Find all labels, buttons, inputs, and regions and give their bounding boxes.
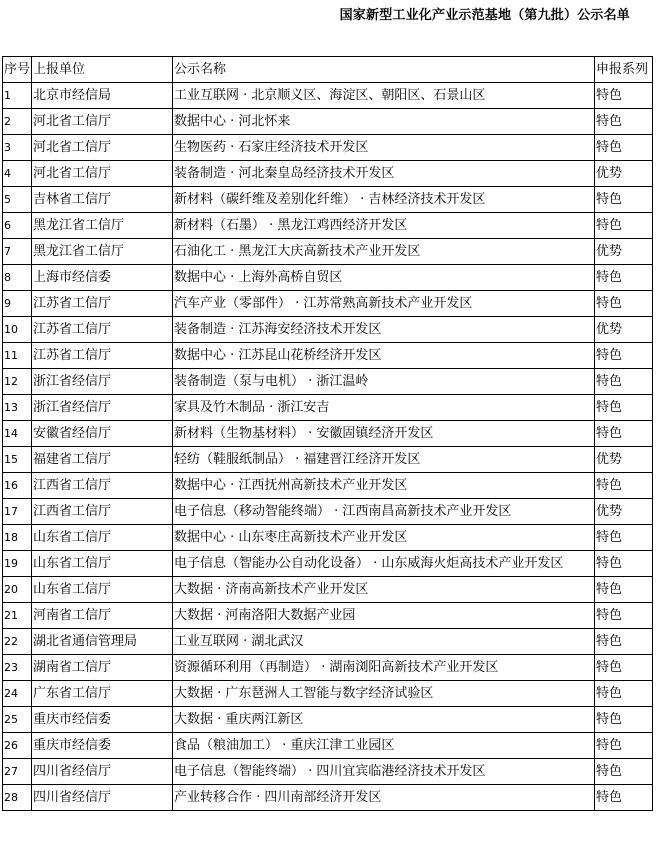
application-series-cell: 优势 — [595, 447, 653, 473]
publicity-name-cell: 工业互联网 · 北京顺义区、海淀区、朝阳区、石景山区 — [173, 83, 595, 109]
serial-number-cell: 2 — [3, 109, 32, 135]
publicity-name-cell: 大数据 · 重庆两江新区 — [173, 707, 595, 733]
demonstration-base-table — [2, 56, 653, 811]
table-row — [3, 681, 653, 707]
publicity-name-cell: 轻纺（鞋服纸制品） · 福建晋江经济开发区 — [173, 447, 595, 473]
serial-number-cell: 27 — [3, 759, 32, 785]
application-series-cell: 特色 — [595, 473, 653, 499]
table-row — [3, 733, 653, 759]
table-row — [3, 603, 653, 629]
table-row — [3, 109, 653, 135]
application-series-cell: 优势 — [595, 239, 653, 265]
application-series-cell: 优势 — [595, 317, 653, 343]
serial-number-cell: 25 — [3, 707, 32, 733]
publicity-name-cell: 数据中心 · 江苏昆山花桥经济开发区 — [173, 343, 595, 369]
reporting-unit-cell: 浙江省经信厅 — [32, 369, 173, 395]
publicity-name-cell: 新材料（碳纤维及差别化纤维） · 吉林经济技术开发区 — [173, 187, 595, 213]
application-series-cell: 特色 — [595, 629, 653, 655]
serial-number-cell: 12 — [3, 369, 32, 395]
serial-number-cell: 11 — [3, 343, 32, 369]
reporting-unit-cell: 湖南省工信厅 — [32, 655, 173, 681]
publicity-name-cell: 数据中心 · 上海外高桥自贸区 — [173, 265, 595, 291]
reporting-unit-cell: 重庆市经信委 — [32, 707, 173, 733]
reporting-unit-cell: 河北省工信厅 — [32, 161, 173, 187]
table-row — [3, 525, 653, 551]
publicity-name-cell: 汽车产业（零部件） · 江苏常熟高新技术产业开发区 — [173, 291, 595, 317]
table-row — [3, 447, 653, 473]
reporting-unit-cell: 北京市经信局 — [32, 83, 173, 109]
publicity-name-cell: 电子信息（智能办公自动化设备） · 山东威海火炬高技术产业开发区 — [173, 551, 595, 577]
table-header-row — [3, 57, 653, 83]
table-row — [3, 187, 653, 213]
publicity-name-cell: 数据中心 · 河北怀来 — [173, 109, 595, 135]
publicity-name-cell: 数据中心 · 山东枣庄高新技术产业开发区 — [173, 525, 595, 551]
serial-number-cell: 26 — [3, 733, 32, 759]
application-series-cell: 特色 — [595, 395, 653, 421]
reporting-unit-cell: 河北省工信厅 — [32, 109, 173, 135]
table-body — [3, 57, 653, 811]
reporting-unit-cell: 重庆市经信委 — [32, 733, 173, 759]
application-series-cell: 优势 — [595, 499, 653, 525]
reporting-unit-cell: 河北省工信厅 — [32, 135, 173, 161]
table-row — [3, 83, 653, 109]
application-series-cell: 特色 — [595, 525, 653, 551]
publicity-name-cell: 大数据 · 济南高新技术产业开发区 — [173, 577, 595, 603]
application-series-cell: 特色 — [595, 109, 653, 135]
serial-number-cell: 16 — [3, 473, 32, 499]
reporting-unit-cell: 四川省经信厅 — [32, 785, 173, 811]
application-series-cell: 特色 — [595, 343, 653, 369]
application-series-cell: 特色 — [595, 577, 653, 603]
application-series-cell: 特色 — [595, 681, 653, 707]
application-series-cell: 特色 — [595, 135, 653, 161]
publicity-name-cell: 装备制造 · 江苏海安经济技术开发区 — [173, 317, 595, 343]
reporting-unit-cell: 黑龙江省工信厅 — [32, 239, 173, 265]
table-row — [3, 655, 653, 681]
reporting-unit-cell: 河南省工信厅 — [32, 603, 173, 629]
application-series-cell: 特色 — [595, 213, 653, 239]
publicity-name-cell: 装备制造 · 河北秦皇岛经济技术开发区 — [173, 161, 595, 187]
serial-number-cell: 13 — [3, 395, 32, 421]
page-title: 国家新型工业化产业示范基地（第九批）公示名单 — [339, 8, 630, 23]
application-series-cell: 特色 — [595, 759, 653, 785]
reporting-unit-cell: 四川省经信厅 — [32, 759, 173, 785]
serial-number-cell: 24 — [3, 681, 32, 707]
publicity-name-cell: 产业转移合作 · 四川南部经济开发区 — [173, 785, 595, 811]
application-series-cell: 特色 — [595, 83, 653, 109]
table-row — [3, 395, 653, 421]
publicity-name-cell: 数据中心 · 江西抚州高新技术产业开发区 — [173, 473, 595, 499]
serial-number-cell: 20 — [3, 577, 32, 603]
application-series-cell: 优势 — [595, 161, 653, 187]
serial-number-cell: 19 — [3, 551, 32, 577]
application-series-cell: 特色 — [595, 421, 653, 447]
serial-number-cell: 22 — [3, 629, 32, 655]
table-row — [3, 239, 653, 265]
application-series-cell: 特色 — [595, 785, 653, 811]
table-row — [3, 785, 653, 811]
table-row — [3, 161, 653, 187]
reporting-unit-cell: 安徽省经信厅 — [32, 421, 173, 447]
reporting-unit-cell: 江苏省工信厅 — [32, 317, 173, 343]
publicity-name-cell: 装备制造（泵与电机） · 浙江温岭 — [173, 369, 595, 395]
table-row — [3, 499, 653, 525]
table-row — [3, 707, 653, 733]
header-serial-number: 序号 — [3, 57, 32, 83]
reporting-unit-cell: 山东省工信厅 — [32, 525, 173, 551]
application-series-cell: 特色 — [595, 551, 653, 577]
header-publicity-name: 公示名称 — [173, 57, 595, 83]
publicity-name-cell: 石油化工 · 黑龙江大庆高新技术产业开发区 — [173, 239, 595, 265]
publicity-name-cell: 生物医药 · 石家庄经济技术开发区 — [173, 135, 595, 161]
application-series-cell: 特色 — [595, 603, 653, 629]
publicity-name-cell: 电子信息（智能终端） · 四川宜宾临港经济技术开发区 — [173, 759, 595, 785]
application-series-cell: 特色 — [595, 187, 653, 213]
table-row — [3, 421, 653, 447]
reporting-unit-cell: 江苏省工信厅 — [32, 343, 173, 369]
serial-number-cell: 7 — [3, 239, 32, 265]
table-row — [3, 551, 653, 577]
application-series-cell: 特色 — [595, 733, 653, 759]
header-reporting-unit: 上报单位 — [32, 57, 173, 83]
reporting-unit-cell: 湖北省通信管理局 — [32, 629, 173, 655]
reporting-unit-cell: 浙江省经信厅 — [32, 395, 173, 421]
application-series-cell: 特色 — [595, 655, 653, 681]
table-row — [3, 369, 653, 395]
publicity-name-cell: 大数据 · 河南洛阳大数据产业园 — [173, 603, 595, 629]
reporting-unit-cell: 上海市经信委 — [32, 265, 173, 291]
table-row — [3, 577, 653, 603]
serial-number-cell: 4 — [3, 161, 32, 187]
reporting-unit-cell: 江苏省工信厅 — [32, 291, 173, 317]
table-row — [3, 213, 653, 239]
application-series-cell: 特色 — [595, 369, 653, 395]
serial-number-cell: 14 — [3, 421, 32, 447]
table-row — [3, 291, 653, 317]
reporting-unit-cell: 广东省工信厅 — [32, 681, 173, 707]
publicity-name-cell: 食品（粮油加工） · 重庆江津工业园区 — [173, 733, 595, 759]
serial-number-cell: 6 — [3, 213, 32, 239]
serial-number-cell: 1 — [3, 83, 32, 109]
application-series-cell: 特色 — [595, 265, 653, 291]
table-row — [3, 135, 653, 161]
serial-number-cell: 8 — [3, 265, 32, 291]
serial-number-cell: 21 — [3, 603, 32, 629]
serial-number-cell: 15 — [3, 447, 32, 473]
serial-number-cell: 5 — [3, 187, 32, 213]
reporting-unit-cell: 吉林省工信厅 — [32, 187, 173, 213]
reporting-unit-cell: 江西省工信厅 — [32, 499, 173, 525]
reporting-unit-cell: 山东省工信厅 — [32, 577, 173, 603]
reporting-unit-cell: 福建省工信厅 — [32, 447, 173, 473]
publicity-name-cell: 新材料（生物基材料） · 安徽固镇经济开发区 — [173, 421, 595, 447]
serial-number-cell: 18 — [3, 525, 32, 551]
application-series-cell: 特色 — [595, 291, 653, 317]
application-series-cell: 特色 — [595, 707, 653, 733]
serial-number-cell: 3 — [3, 135, 32, 161]
serial-number-cell: 10 — [3, 317, 32, 343]
table-row — [3, 473, 653, 499]
serial-number-cell: 9 — [3, 291, 32, 317]
reporting-unit-cell: 江西省工信厅 — [32, 473, 173, 499]
table-row — [3, 629, 653, 655]
header-application-series: 申报系列 — [595, 57, 653, 83]
publicity-name-cell: 新材料（石墨） · 黑龙江鸡西经济开发区 — [173, 213, 595, 239]
publicity-name-cell: 大数据 · 广东琶洲人工智能与数字经济试验区 — [173, 681, 595, 707]
publicity-name-cell: 资源循环利用（再制造） · 湖南浏阳高新技术产业开发区 — [173, 655, 595, 681]
table-row — [3, 343, 653, 369]
serial-number-cell: 23 — [3, 655, 32, 681]
publicity-name-cell: 电子信息（移动智能终端） · 江西南昌高新技术产业开发区 — [173, 499, 595, 525]
reporting-unit-cell: 山东省工信厅 — [32, 551, 173, 577]
publicity-name-cell: 家具及竹木制品 · 浙江安吉 — [173, 395, 595, 421]
table-row — [3, 317, 653, 343]
table-row — [3, 265, 653, 291]
table-row — [3, 759, 653, 785]
publicity-name-cell: 工业互联网 · 湖北武汉 — [173, 629, 595, 655]
serial-number-cell: 28 — [3, 785, 32, 811]
serial-number-cell: 17 — [3, 499, 32, 525]
reporting-unit-cell: 黑龙江省工信厅 — [32, 213, 173, 239]
